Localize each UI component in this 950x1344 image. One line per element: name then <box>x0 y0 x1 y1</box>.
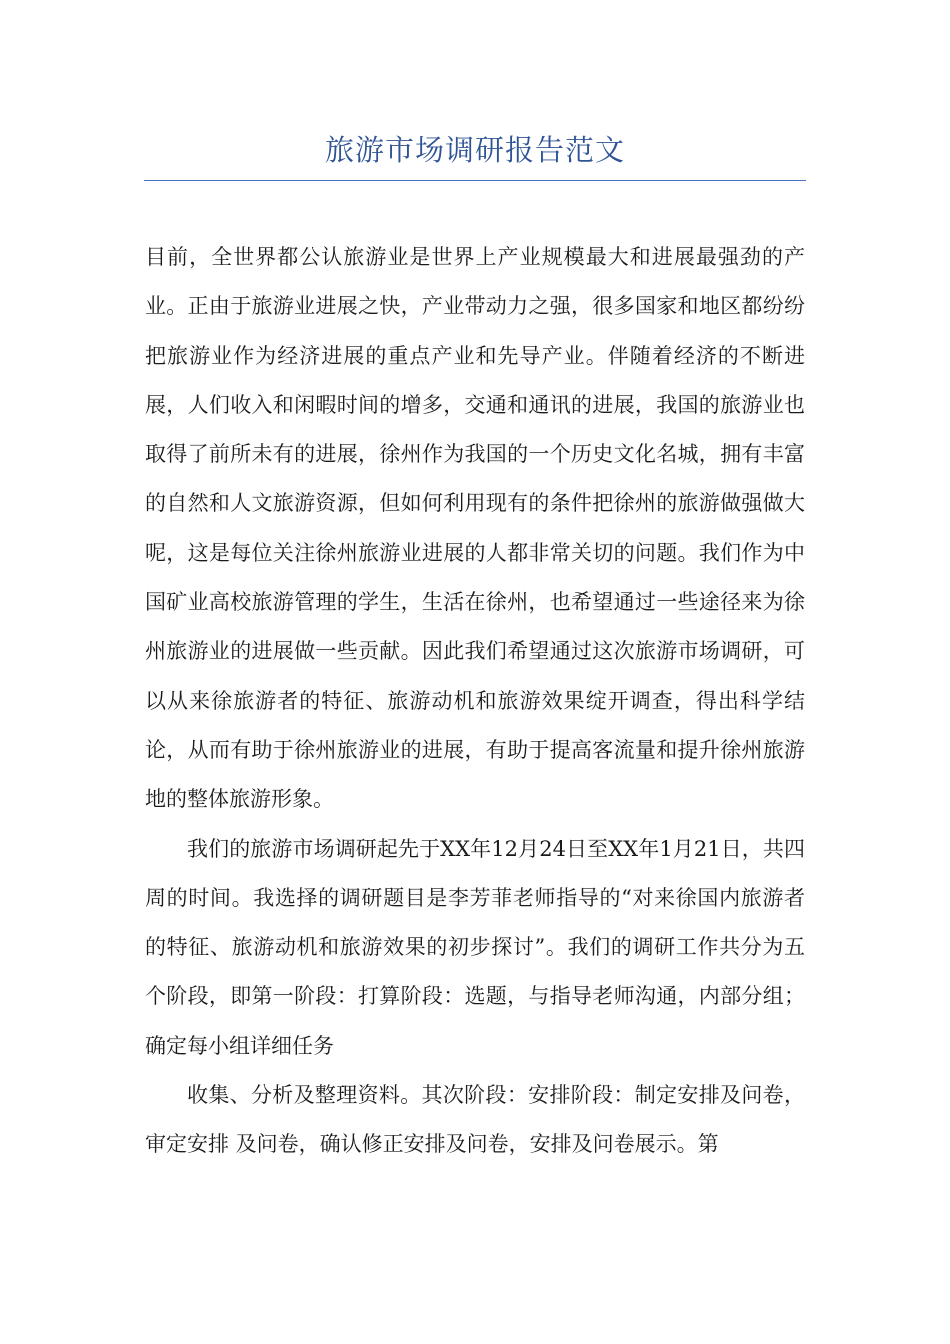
paragraph-intro: 目前，全世界都公认旅游业是世界上产业规模最大和进展最强劲的产业。正由于旅游业进展之快，产业带动力之强，很多国家和地区都纷纷把旅游业作为经济进展的重点产业和先导产业。伴随着经济的不断进展，人们收入和闲暇时间的增多，交通和通讯的进展，我国的旅游业也取得了前所未有的进展，徐州作为我国的一个历史文化名城，拥有丰富的自然和人文旅游资源，但如何利用现有的条件把徐州的旅游做强做大呢，这是每位关注徐州旅游业进展的人都非常关切的问题。我们作为中国矿业高校旅游管理的学生，生活在徐州，也希望通过一些途径来为徐州旅游业的进展做一些贡献。因此我们希望通过这次旅游市场调研，可以从来徐旅游者的特征、旅游动机和旅游效果绽开调查，得出科学结论，从而有助于徐州旅游业的进展，有助于提高客流量和提升徐州旅游地的整体旅游形象。 <box>145 245 805 812</box>
document-body <box>145 233 805 1170</box>
paragraph-schedule: 我们的旅游市场调研起先于XX年12月24日至XX年1月21日，共四周的时间。我选择的调研题目是李芳菲老师指导的“对来徐国内旅游者的特征、旅游动机和旅游效果的初步探讨”。我们的调研工作共分为五个阶段，即第一阶段：打算阶段：选题，与指导老师沟通，内部分组；确定每小组详细任务 <box>145 836 805 1058</box>
paragraph-stages: 收集、分析及整理资料。其次阶段：安排阶段：制定安排及问卷，审定安排 及问卷，确认修正安排及问卷，安排及问卷展示。第 <box>145 1083 805 1157</box>
title-underline <box>144 180 806 181</box>
document-title: 旅游市场调研报告范文 <box>324 133 625 167</box>
